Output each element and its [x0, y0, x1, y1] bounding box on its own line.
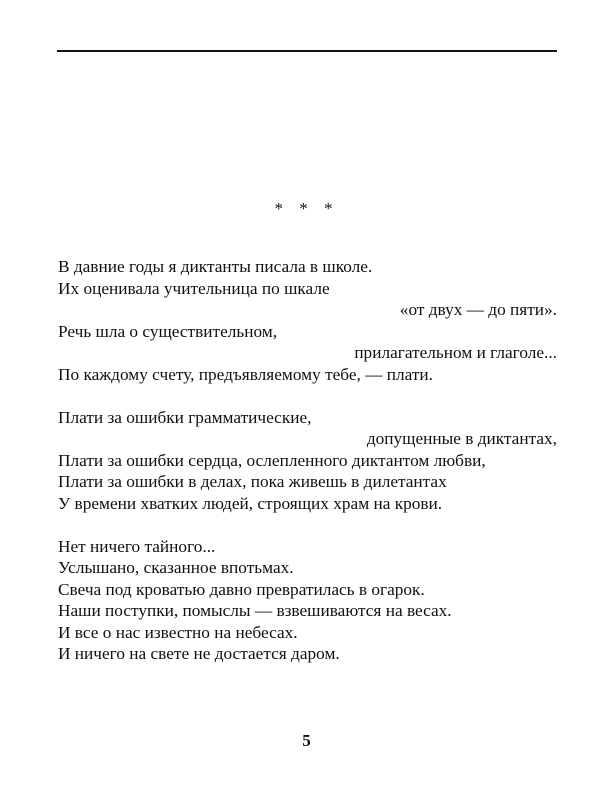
poem [58, 256, 557, 686]
poem-line: «от двух — до пяти». [399, 300, 557, 319]
poem-line: Свеча под кроватью давно превратилась в огарок. [58, 579, 425, 599]
poem-line: И ничего на свете не достается даром. [58, 644, 340, 663]
poem-line: Речь шла о существительном, [58, 321, 278, 341]
poem-line: Их оценивала учительница по шкале [58, 278, 330, 298]
poem-line: И все о нас известно на небесах. [58, 622, 298, 642]
poem-line: Наши поступки, помыслы — взвешиваются на весах. [58, 601, 452, 620]
poem-line: По каждому счету, предъявляемому тебе, — плати. [58, 364, 433, 384]
poem-line: Нет ничего тайного... [58, 536, 216, 556]
poem-line: Плати за ошибки грамматические, [58, 407, 312, 427]
top-rule [57, 50, 557, 52]
poem-line: Плати за ошибки в делах, пока живешь в дилетантах [58, 472, 447, 491]
stanza-2 [58, 407, 557, 515]
poem-line: прилагательном и глаголе... [354, 343, 557, 362]
poem-line: Услышано, сказанное впотьмах. [58, 558, 294, 577]
section-ornament: * * * [274, 199, 339, 218]
stanza-3 [58, 536, 557, 665]
poem-line: допущенные в диктантах, [366, 429, 557, 448]
poem-line: Плати за ошибки сердца, ослепленного диктантом любви, [58, 450, 486, 470]
page-number: 5 [302, 731, 311, 750]
stanza-1 [58, 256, 557, 385]
poem-line: В давние годы я диктанты писала в школе. [58, 257, 373, 276]
poem-line: У времени хватких людей, строящих храм на крови. [58, 493, 443, 513]
